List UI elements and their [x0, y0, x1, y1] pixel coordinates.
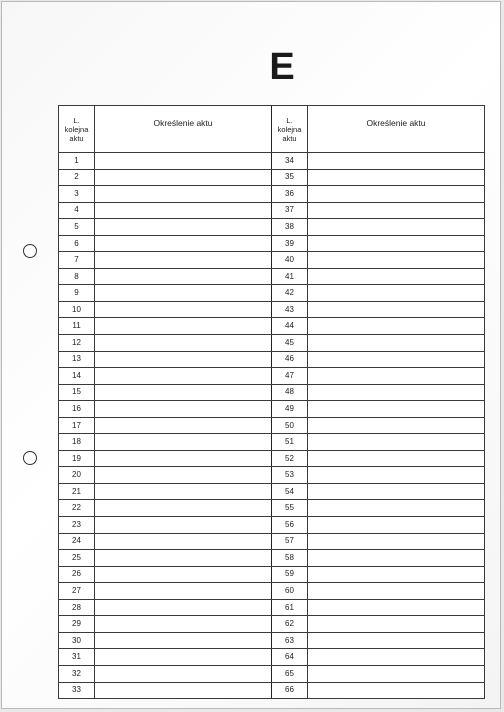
table-row [59, 682, 485, 699]
act-number-right: 45 [272, 335, 308, 352]
act-number-left: 19 [59, 450, 95, 467]
act-number-right: 46 [272, 351, 308, 368]
act-description-field-right[interactable] [308, 616, 485, 633]
act-description-field-right[interactable] [308, 583, 485, 600]
act-number-right: 58 [272, 550, 308, 567]
act-description-field-right[interactable] [308, 268, 485, 285]
column-header-number-right-text: L. kolejna aktu [277, 115, 302, 143]
act-description-field-right[interactable] [308, 384, 485, 401]
table-header-row [59, 106, 485, 153]
table-row [59, 384, 485, 401]
act-description-field-right[interactable] [308, 665, 485, 682]
act-number-left: 7 [59, 252, 95, 269]
act-description-field-right[interactable] [308, 186, 485, 203]
act-description-field-right[interactable] [308, 483, 485, 500]
act-number-left: 2 [59, 169, 95, 186]
act-description-field-right[interactable] [308, 599, 485, 616]
act-description-field-left[interactable] [95, 500, 272, 517]
table-row [59, 186, 485, 203]
table-row [59, 467, 485, 484]
column-header-description-right: Określenie aktu [308, 106, 485, 153]
act-description-field-left[interactable] [95, 583, 272, 600]
act-description-field-right[interactable] [308, 202, 485, 219]
act-number-left: 32 [59, 665, 95, 682]
act-number-left: 24 [59, 533, 95, 550]
binder-hole-bottom [23, 451, 37, 465]
table-row [59, 599, 485, 616]
act-number-left: 31 [59, 649, 95, 666]
act-number-right: 35 [272, 169, 308, 186]
act-number-left: 23 [59, 517, 95, 534]
act-number-left: 9 [59, 285, 95, 302]
act-description-field-right[interactable] [308, 434, 485, 451]
act-description-field-left[interactable] [95, 632, 272, 649]
act-description-field-left[interactable] [95, 384, 272, 401]
act-description-field-left[interactable] [95, 285, 272, 302]
act-description-field-left[interactable] [95, 235, 272, 252]
act-description-field-right[interactable] [308, 401, 485, 418]
act-description-field-left[interactable] [95, 351, 272, 368]
act-description-field-left[interactable] [95, 153, 272, 170]
act-number-left: 17 [59, 417, 95, 434]
act-description-field-right[interactable] [308, 682, 485, 699]
act-number-right: 52 [272, 450, 308, 467]
act-description-field-left[interactable] [95, 301, 272, 318]
table-row [59, 483, 485, 500]
act-number-left: 28 [59, 599, 95, 616]
act-number-right: 53 [272, 467, 308, 484]
table-row [59, 318, 485, 335]
act-description-field-left[interactable] [95, 665, 272, 682]
act-description-field-left[interactable] [95, 467, 272, 484]
act-number-left: 29 [59, 616, 95, 633]
act-number-right: 36 [272, 186, 308, 203]
table-body [59, 153, 485, 699]
table-row [59, 649, 485, 666]
table-row [59, 566, 485, 583]
act-description-field-right[interactable] [308, 417, 485, 434]
act-description-field-right[interactable] [308, 550, 485, 567]
act-description-field-right[interactable] [308, 632, 485, 649]
table-row [59, 153, 485, 170]
column-header-number-left-text: L. kolejna aktu [64, 115, 89, 143]
act-number-right: 37 [272, 202, 308, 219]
act-number-right: 50 [272, 417, 308, 434]
act-number-left: 25 [59, 550, 95, 567]
table-row [59, 517, 485, 534]
act-number-left: 33 [59, 682, 95, 699]
table-row [59, 235, 485, 252]
table-row [59, 434, 485, 451]
act-number-right: 56 [272, 517, 308, 534]
act-description-field-left[interactable] [95, 202, 272, 219]
act-description-field-right[interactable] [308, 285, 485, 302]
act-description-field-right[interactable] [308, 467, 485, 484]
table-row [59, 268, 485, 285]
section-letter: E [269, 46, 295, 88]
act-number-left: 4 [59, 202, 95, 219]
act-number-right: 47 [272, 368, 308, 385]
act-number-right: 54 [272, 483, 308, 500]
binder-hole-top [23, 244, 37, 258]
table-row [59, 500, 485, 517]
table-row [59, 169, 485, 186]
act-description-field-left[interactable] [95, 434, 272, 451]
act-description-field-left[interactable] [95, 682, 272, 699]
act-description-field-left[interactable] [95, 252, 272, 269]
act-description-field-left[interactable] [95, 169, 272, 186]
act-description-field-left[interactable] [95, 450, 272, 467]
act-number-left: 21 [59, 483, 95, 500]
table-row [59, 665, 485, 682]
table-row [59, 301, 485, 318]
act-number-right: 64 [272, 649, 308, 666]
column-header-description-left: Określenie aktu [95, 106, 272, 153]
act-description-field-left[interactable] [95, 599, 272, 616]
act-number-left: 26 [59, 566, 95, 583]
act-number-right: 42 [272, 285, 308, 302]
table-row [59, 583, 485, 600]
act-description-field-right[interactable] [308, 318, 485, 335]
act-description-field-left[interactable] [95, 550, 272, 567]
act-number-right: 41 [272, 268, 308, 285]
table-row [59, 417, 485, 434]
act-description-field-left[interactable] [95, 219, 272, 236]
act-description-field-left[interactable] [95, 401, 272, 418]
act-number-left: 14 [59, 368, 95, 385]
table-row [59, 401, 485, 418]
act-number-left: 18 [59, 434, 95, 451]
act-number-right: 38 [272, 219, 308, 236]
act-number-right: 63 [272, 632, 308, 649]
act-register-table [58, 105, 485, 699]
act-number-right: 62 [272, 616, 308, 633]
column-header-number-right [272, 106, 308, 153]
act-number-right: 39 [272, 235, 308, 252]
table-row [59, 368, 485, 385]
act-number-right: 51 [272, 434, 308, 451]
act-description-field-left[interactable] [95, 483, 272, 500]
act-number-left: 8 [59, 268, 95, 285]
act-description-field-right[interactable] [308, 368, 485, 385]
table-row [59, 632, 485, 649]
act-number-left: 10 [59, 301, 95, 318]
table-row [59, 533, 485, 550]
table-row [59, 335, 485, 352]
table-row [59, 351, 485, 368]
act-number-left: 11 [59, 318, 95, 335]
act-number-right: 65 [272, 665, 308, 682]
table-row [59, 450, 485, 467]
act-description-field-right[interactable] [308, 301, 485, 318]
act-description-field-left[interactable] [95, 268, 272, 285]
act-description-field-left[interactable] [95, 318, 272, 335]
column-header-number-left [59, 106, 95, 153]
act-description-field-left[interactable] [95, 616, 272, 633]
table-row [59, 219, 485, 236]
act-description-field-right[interactable] [308, 153, 485, 170]
act-description-field-right[interactable] [308, 533, 485, 550]
table-row [59, 616, 485, 633]
act-number-right: 57 [272, 533, 308, 550]
act-description-field-right[interactable] [308, 649, 485, 666]
act-description-field-left[interactable] [95, 335, 272, 352]
act-description-field-left[interactable] [95, 368, 272, 385]
act-description-field-right[interactable] [308, 169, 485, 186]
act-description-field-left[interactable] [95, 566, 272, 583]
act-description-field-right[interactable] [308, 566, 485, 583]
table-row [59, 285, 485, 302]
act-description-field-left[interactable] [95, 533, 272, 550]
act-description-field-right[interactable] [308, 219, 485, 236]
act-number-right: 43 [272, 301, 308, 318]
act-number-right: 66 [272, 682, 308, 699]
act-description-field-right[interactable] [308, 252, 485, 269]
act-number-left: 15 [59, 384, 95, 401]
act-description-field-left[interactable] [95, 649, 272, 666]
act-description-field-left[interactable] [95, 186, 272, 203]
act-number-right: 60 [272, 583, 308, 600]
act-number-right: 34 [272, 153, 308, 170]
act-description-field-right[interactable] [308, 351, 485, 368]
act-number-left: 20 [59, 467, 95, 484]
act-number-right: 61 [272, 599, 308, 616]
act-number-left: 22 [59, 500, 95, 517]
act-number-left: 27 [59, 583, 95, 600]
table-row [59, 550, 485, 567]
act-description-field-left[interactable] [95, 417, 272, 434]
act-description-field-right[interactable] [308, 500, 485, 517]
act-number-right: 40 [272, 252, 308, 269]
act-description-field-left[interactable] [95, 517, 272, 534]
act-number-right: 44 [272, 318, 308, 335]
table-row [59, 252, 485, 269]
act-number-left: 3 [59, 186, 95, 203]
act-number-left: 30 [59, 632, 95, 649]
act-description-field-right[interactable] [308, 335, 485, 352]
act-number-right: 55 [272, 500, 308, 517]
act-number-left: 12 [59, 335, 95, 352]
act-description-field-right[interactable] [308, 235, 485, 252]
act-number-left: 16 [59, 401, 95, 418]
act-number-right: 59 [272, 566, 308, 583]
act-number-right: 48 [272, 384, 308, 401]
act-description-field-right[interactable] [308, 450, 485, 467]
act-number-left: 5 [59, 219, 95, 236]
act-number-left: 6 [59, 235, 95, 252]
table-row [59, 202, 485, 219]
act-description-field-right[interactable] [308, 517, 485, 534]
act-number-right: 49 [272, 401, 308, 418]
act-number-left: 1 [59, 153, 95, 170]
act-number-left: 13 [59, 351, 95, 368]
